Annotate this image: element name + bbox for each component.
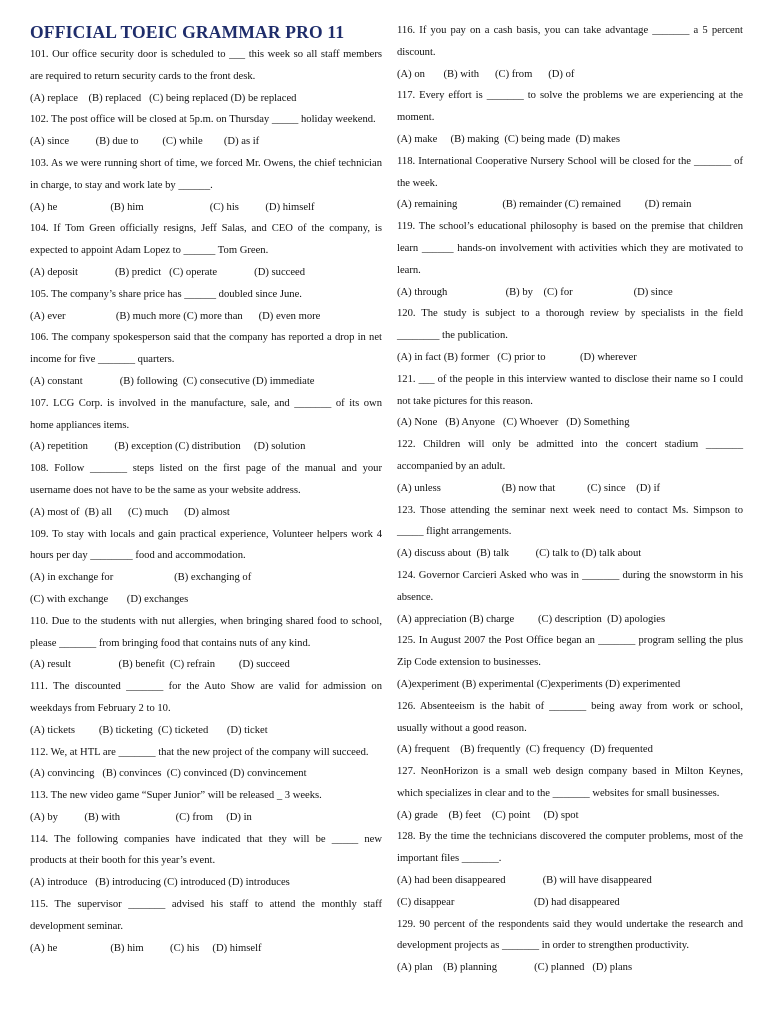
answer-options: (A) appreciation (B) charge (C) description (D) apologies xyxy=(397,613,666,625)
question-item xyxy=(397,914,743,979)
answer-options: (A) introduce (B) introducing (C) introduced (D) introduces xyxy=(30,877,290,889)
answer-options: (A) he (B) him (C) his (D) himself xyxy=(30,201,315,213)
answer-options: (A) deposit (B) predict (C) operate (D) succeed xyxy=(30,266,306,278)
question-stem: 123. Those attending the seminar next week need to contact Ms. Simpson to _____ flight arrangements. xyxy=(397,504,743,538)
question-item xyxy=(397,369,743,434)
question-stem: 119. The school’s educational philosophy is based on the premise that children learn ______ hands-on involvement with activities which they are motivated to learn. xyxy=(397,221,743,276)
answer-options: (A) replace (B) replaced (C) being replaced (D) be replaced xyxy=(30,92,297,104)
question-stem: 109. To stay with locals and gain practical experience, Volunteer helpers work 4 hours per day ________ food and accommodation. xyxy=(30,528,382,562)
question-item xyxy=(30,458,382,523)
question-item xyxy=(30,742,382,786)
answer-options: (A) result (B) benefit (C) refrain (D) succeed xyxy=(30,659,290,671)
question-item xyxy=(30,894,382,959)
left-column xyxy=(30,20,382,959)
question-stem: 120. The study is subject to a thorough review by specialists in the field ________ the publication. xyxy=(397,308,743,342)
question-stem: 118. International Cooperative Nursery School will be closed for the _______ of the week. xyxy=(397,155,743,189)
question-item xyxy=(397,696,743,761)
question-stem: 113. The new video game “Super Junior” will be released _ 3 weeks. xyxy=(30,790,322,802)
answer-options: (A) plan (B) planning (C) planned (D) plans xyxy=(397,962,633,974)
answer-options: (C) with exchange (D) exchanges xyxy=(30,593,189,605)
question-stem: 121. ___ of the people in this interview wanted to disclose their name so I could not take pictures for this reason. xyxy=(397,373,743,407)
answer-options: (A) in fact (B) former (C) prior to (D) wherever xyxy=(397,351,637,363)
question-stem: 103. As we were running short of time, we forced Mr. Owens, the chief technician in charge, to stay and work late by ______. xyxy=(30,157,382,191)
question-stem: 104. If Tom Green officially resigns, Jeff Salas, and CEO of the company, is expected to appoint Adam Lopez to ______ Tom Green. xyxy=(30,223,382,257)
question-item xyxy=(30,829,382,894)
answer-options: (A) by (B) with (C) from (D) in xyxy=(30,811,252,823)
question-item xyxy=(30,676,382,741)
right-question-list xyxy=(397,20,743,979)
answer-options: (A) most of (B) all (C) much (D) almost xyxy=(30,506,230,518)
answer-options: (A) he (B) him (C) his (D) himself xyxy=(30,942,262,954)
question-stem: 107. LCG Corp. is involved in the manufacture, sale, and _______ of its own home appliances items. xyxy=(30,397,382,431)
question-item xyxy=(30,218,382,283)
question-stem: 117. Every effort is _______ to solve the problems we are experiencing at the moment. xyxy=(397,90,743,124)
answer-options: (A) None (B) Anyone (C) Whoever (D) Something xyxy=(397,417,630,429)
answer-options: (A) ever (B) much more (C) more than (D) even more xyxy=(30,310,321,322)
answer-options: (A)experiment (B) experimental (C)experiments (D) experimented xyxy=(397,678,681,690)
question-item xyxy=(30,611,382,676)
answer-options: (A) make (B) making (C) being made (D) makes xyxy=(397,133,620,145)
question-item xyxy=(397,216,743,303)
answer-options: (A) unless (B) now that (C) since (D) if xyxy=(397,482,661,494)
answer-options: (A) grade (B) feet (C) point (D) spot xyxy=(397,809,579,821)
question-item xyxy=(30,785,382,829)
question-stem: 116. If you pay on a cash basis, you can take advantage _______ a 5 percent discount. xyxy=(397,25,743,58)
question-stem: 112. We, at HTL are _______ that the new project of the company will succeed. xyxy=(30,746,369,758)
question-stem: 102. The post office will be closed at 5p.m. on Thursday _____ holiday weekend. xyxy=(30,114,376,126)
question-stem: 105. The company’s share price has ______ doubled since June. xyxy=(30,288,302,300)
answer-options: (A) since (B) due to (C) while (D) as if xyxy=(30,136,260,148)
question-item xyxy=(397,20,743,85)
question-item xyxy=(397,500,743,565)
question-stem: 126. Absenteeism is the habit of _______ being away from work or school, usually without a good reason. xyxy=(397,700,743,734)
question-item xyxy=(397,630,743,695)
question-item xyxy=(30,524,382,611)
question-stem: 127. NeonHorizon is a small web design company based in Milton Keynes, which specializes in clear and to the _______ websites for small businesses. xyxy=(397,766,743,799)
question-stem: 115. The supervisor _______ advised his staff to attend the monthly staff development seminar. xyxy=(30,899,382,932)
question-item xyxy=(397,565,743,630)
answer-options: (A) tickets (B) ticketing (C) ticketed (D) ticket xyxy=(30,724,268,736)
answer-options: (A) discuss about (B) talk (C) talk to (D) talk about xyxy=(397,548,642,560)
question-stem: 110. Due to the students with nut allergies, when bringing shared food to school, please _______ from bringing food that contains nuts of any kind. xyxy=(30,615,382,649)
right-column xyxy=(397,20,743,979)
question-stem: 111. The discounted _______ for the Auto Show are valid for admission on weekdays from February 2 to 10. xyxy=(30,681,382,714)
question-item xyxy=(397,434,743,499)
question-stem: 128. By the time the technicians discovered the computer problems, most of the important files _______. xyxy=(397,831,743,865)
question-item xyxy=(30,284,382,328)
question-stem: 106. The company spokesperson said that the company has reported a drop in net income for five _______ quarters. xyxy=(30,332,382,366)
question-item xyxy=(30,153,382,218)
left-question-list xyxy=(30,44,382,959)
question-stem: 124. Governor Carcieri Asked who was in _______ during the snowstorm in his absence. xyxy=(397,569,743,603)
answer-options: (A) in exchange for (B) exchanging of xyxy=(30,572,252,584)
question-stem: 108. Follow _______ steps listed on the first page of the manual and your username does not have to be the same as your website address. xyxy=(30,463,382,496)
question-item xyxy=(30,109,382,153)
answer-options: (C) disappear (D) had disappeared xyxy=(397,896,620,908)
question-item xyxy=(397,761,743,826)
question-stem: 125. In August 2007 the Post Office began an _______ program selling the plus Zip Code extension to businesses. xyxy=(397,635,743,669)
question-item xyxy=(397,303,743,368)
question-stem: 101. Our office security door is scheduled to ___ this week so all staff members are required to return security cards to the front desk. xyxy=(30,49,382,82)
question-item xyxy=(397,826,743,913)
answer-options: (A) through (B) by (C) for (D) since xyxy=(397,286,673,298)
answer-options: (A) constant (B) following (C) consecutive (D) immediate xyxy=(30,375,315,387)
question-stem: 122. Children will only be admitted into the concert stadium _______ accompanied by an adult. xyxy=(397,439,743,472)
answer-options: (A) on (B) with (C) from (D) of xyxy=(397,68,575,80)
question-stem: 129. 90 percent of the respondents said they would undertake the research and development projects as _______ in order to strengthen productivity. xyxy=(397,918,743,952)
question-item xyxy=(30,327,382,392)
question-item xyxy=(30,393,382,458)
answer-options: (A) frequent (B) frequently (C) frequency (D) frequented xyxy=(397,744,653,756)
question-item xyxy=(397,85,743,150)
question-item xyxy=(397,151,743,216)
question-stem: 114. The following companies have indicated that they will be _____ new products at their booth for this year’s event. xyxy=(30,833,382,867)
question-item xyxy=(30,44,382,109)
answer-options: (A) convincing (B) convinces (C) convinced (D) convincement xyxy=(30,768,307,780)
answer-options: (A) had been disappeared (B) will have disappeared xyxy=(397,875,652,887)
answer-options: (A) remaining (B) remainder (C) remained (D) remain xyxy=(397,199,692,211)
answer-options: (A) repetition (B) exception (C) distribution (D) solution xyxy=(30,441,306,453)
page-title: OFFICIAL TOEIC GRAMMAR PRO 11 xyxy=(30,22,345,42)
